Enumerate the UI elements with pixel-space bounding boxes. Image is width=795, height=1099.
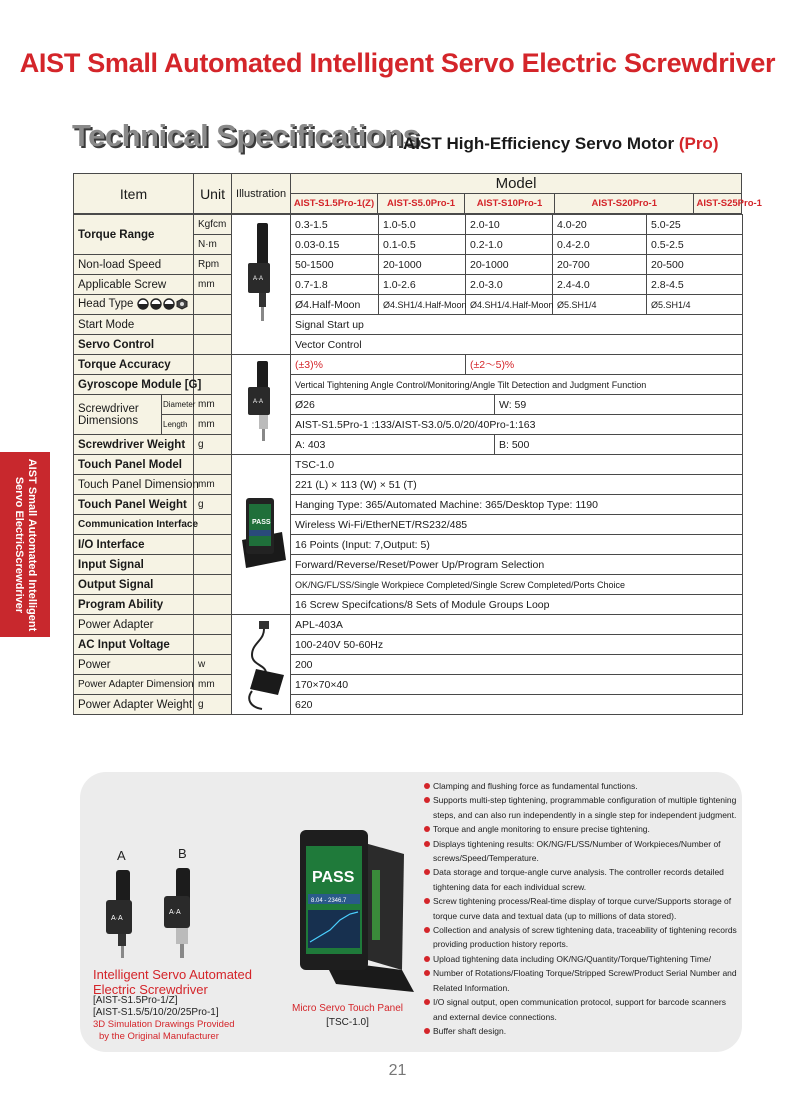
touch-panel-model: [TSC-1.0] (326, 1017, 369, 1028)
cell: 0.5-2.5 (647, 235, 743, 255)
sub-heading (403, 134, 718, 154)
feature-item: Data storage and torque-angle curve analysis. The controller records detailed tightening data for each individual screw. (423, 865, 738, 894)
row-label-torque-range: Torque Range (74, 215, 194, 255)
cell: 16 Points (Input: 7,Output: 5) (291, 535, 743, 555)
sub-label-diameter: Diameter (162, 395, 194, 415)
cell: Vector Control (291, 335, 743, 355)
unit-empty (194, 335, 232, 355)
row-label-head-type (74, 295, 194, 315)
cell: 0.03-0.15 (291, 235, 379, 255)
illustration-screwdriver-a (232, 215, 291, 355)
unit-empty (194, 515, 232, 535)
cell: A: 403 (291, 435, 495, 455)
cell: Forward/Reverse/Reset/Power Up/Program Selection (291, 555, 743, 575)
touch-panel-illustration (232, 480, 291, 590)
row-label-touch-panel-weight: Touch Panel Weight (74, 495, 194, 515)
cell: 20-500 (647, 255, 743, 275)
screwdriver-b-illustration (232, 357, 291, 453)
pass-text: PASS (312, 869, 355, 886)
model-header: AIST-S5.0Pro-1 (378, 194, 465, 214)
cell: (±2～5)% (466, 355, 743, 375)
feature-list (423, 779, 738, 1038)
unit-empty (194, 295, 232, 315)
unit-empty (194, 635, 232, 655)
row-label-output-signal: Output Signal (74, 575, 194, 595)
screwdriver-note-line: 3D Simulation Drawings Provided (93, 1019, 235, 1030)
illustration-power-adapter (232, 615, 291, 715)
label-a: A (117, 848, 126, 863)
unit: g (194, 495, 232, 515)
unit: mm (194, 415, 232, 435)
row-label-io: I/O Interface (74, 535, 194, 555)
feature-item: Buffer shaft design. (423, 1024, 738, 1038)
cell: 20-1000 (379, 255, 466, 275)
cell: 221 (L) × 113 (W) × 51 (T) (291, 475, 743, 495)
cell: TSC-1.0 (291, 455, 743, 475)
cell: 0.3-1.5 (291, 215, 379, 235)
svg-text:A·A: A·A (169, 909, 181, 916)
svg-text:A·A: A·A (253, 398, 264, 405)
row-label-dimensions: Screwdriver Dimensions (74, 395, 162, 435)
cell: Ø4.Half-Moon (291, 295, 379, 315)
model-header: AIST-S1.5Pro-1(Z) (291, 194, 378, 214)
cell: Vertical Tightening Angle Control/Monitoring/Angle Tilt Detection and Judgment Function (291, 375, 743, 395)
model-header: AIST-S20Pro-1 (555, 194, 694, 214)
screwdriver-product-illustration (98, 866, 218, 962)
screwdriver-title: Intelligent Servo Automated Electric Screwdriver (93, 967, 252, 997)
cell: 100-240V 50-60Hz (291, 635, 743, 655)
row-label-communication: Communication Interface (74, 515, 194, 535)
cell: Ø5.SH1/4 (647, 295, 743, 315)
screwdriver-note (93, 1019, 235, 1042)
head-type-icons (137, 298, 195, 310)
cell: Signal Start up (291, 315, 743, 335)
cell: 1.0-5.0 (379, 215, 466, 235)
screwdriver-models (93, 995, 219, 1018)
cell: Ø4.SH1/4.Half-Moon (466, 295, 553, 315)
cell: OK/NG/FL/SS/Single Workpiece Completed/Single Screw Completed/Ports Choice (291, 575, 743, 595)
svg-text:PASS: PASS (252, 518, 271, 526)
cell: AIST-S1.5Pro-1 :133/AIST-S3.0/5.0/20/40Pro-1:163 (291, 415, 743, 435)
cell: 4.0-20 (553, 215, 647, 235)
unit-empty (194, 355, 232, 375)
side-tab-line1: AIST Small Automated Intelligent (26, 458, 38, 631)
cell: 1.0-2.6 (379, 275, 466, 295)
cell: 20-700 (553, 255, 647, 275)
cell: B: 500 (495, 435, 743, 455)
header-model: Model (291, 174, 742, 194)
model-header: AIST-S25Pro-1 (694, 194, 742, 214)
feature-item: I/O signal output, open communication protocol, support for barcode scanners and external device connections. (423, 995, 738, 1024)
head-type-label: Head Type (78, 298, 134, 311)
row-label-start-mode: Start Mode (74, 315, 194, 335)
unit: g (194, 435, 232, 455)
cell: Ø5.SH1/4 (553, 295, 647, 315)
feature-item: Clamping and flushing force as fundamental functions. (423, 779, 738, 793)
unit: w (194, 655, 232, 675)
cell: 0.2-1.0 (466, 235, 553, 255)
feature-item: Supports multi-step tightening, programmable configuration of multiple tightening steps, and can also run independently in a single step for independent judgment. (423, 793, 738, 822)
cell: 200 (291, 655, 743, 675)
feature-item: Torque and angle monitoring to ensure precise tightening. (423, 822, 738, 836)
label-b: B (178, 846, 187, 861)
row-label-power: Power (74, 655, 194, 675)
sub-heading-text: AIST High-Efficiency Servo Motor (403, 134, 679, 153)
unit: mm (194, 675, 232, 695)
cell: Wireless Wi-Fi/EtherNET/RS232/485 (291, 515, 743, 535)
cell: 0.4-2.0 (553, 235, 647, 255)
row-label-touch-panel-dimension: Touch Panel Dimension (74, 475, 194, 495)
unit-empty (194, 555, 232, 575)
row-label-gyroscope: Gyroscope Module [G] (74, 375, 194, 395)
feature-item: Collection and analysis of screw tightening data, traceability of tightening records providing production history reports. (423, 923, 738, 952)
spec-table-body (73, 214, 743, 715)
row-label-nonload-speed: Non-load Speed (74, 255, 194, 275)
unit-empty (194, 595, 232, 615)
unit-empty (194, 455, 232, 475)
row-label-weight: Screwdriver Weight (74, 435, 194, 455)
side-tab-line2: Servo ElectricScrewdriver (13, 476, 25, 613)
row-label-power-adapter: Power Adapter (74, 615, 194, 635)
cell: 2.0-3.0 (466, 275, 553, 295)
row-label-program-ability: Program Ability (74, 595, 194, 615)
unit: mm (194, 475, 232, 495)
side-tab (0, 452, 50, 637)
row-label-servo-control: Servo Control (74, 335, 194, 355)
touch-panel-product-illustration (284, 820, 420, 998)
unit-empty (194, 315, 232, 335)
cell: 2.4-4.0 (553, 275, 647, 295)
row-label-adapter-weight: Power Adapter Weight (74, 695, 194, 715)
sub-heading-pro: (Pro) (678, 134, 719, 153)
svg-text:A·A: A·A (111, 915, 123, 922)
feature-item: Number of Rotations/Floating Torque/Stripped Screw/Product Serial Number and Related Information. (423, 966, 738, 995)
cell: Ø4.SH1/4.Half-Moon (379, 295, 466, 315)
screwdriver-model-line: [AIST-S1.5Pro-1/Z] (93, 995, 178, 1006)
row-label-torque-accuracy: Torque Accuracy (74, 355, 194, 375)
header-illustration: Illustration (232, 174, 291, 214)
cell: 2.0-10 (466, 215, 553, 235)
feature-item: Displays tightening results: OK/NG/FL/SS/Number of Workpieces/Number of screws/Speed/Temperature. (423, 837, 738, 866)
cell: (±3)% (291, 355, 466, 375)
cell: APL-403A (291, 615, 743, 635)
row-label-input-signal: Input Signal (74, 555, 194, 575)
cell: 16 Screw Specifcations/8 Sets of Module Groups Loop (291, 595, 743, 615)
cell: 620 (291, 695, 743, 715)
model-header: AIST-S10Pro-1 (465, 194, 555, 214)
cell: 50-1500 (291, 255, 379, 275)
illustration-screwdriver-b (232, 355, 291, 455)
row-label-applicable-screw: Applicable Screw (74, 275, 194, 295)
header-unit: Unit (194, 174, 232, 214)
cell: Hanging Type: 365/Automated Machine: 365/Desktop Type: 1190 (291, 495, 743, 515)
unit-empty (194, 575, 232, 595)
unit-empty (194, 615, 232, 635)
page-title: AIST Small Automated Intelligent Servo Electric Screwdriver (19, 48, 776, 78)
pass-value: 8.04 - 2346.7 (311, 898, 347, 904)
feature-item: Screw tightening process/Real-time display of torque curve/Supports storage of torque curve data and textual data (up to millions of data stored). (423, 894, 738, 923)
touch-panel-caption: Micro Servo Touch Panel (292, 1003, 403, 1014)
screwdriver-a-illustration (232, 217, 291, 353)
page-number: 21 (388, 1062, 407, 1079)
illustration-touch-panel (232, 455, 291, 615)
sub-label-length: Length (162, 415, 194, 435)
cell: 5.0-25 (647, 215, 743, 235)
header-item: Item (74, 174, 194, 214)
cell: 0.1-0.5 (379, 235, 466, 255)
unit: Rpm (194, 255, 232, 275)
cell: Ø26 (291, 395, 495, 415)
spec-table (73, 173, 762, 214)
unit: mm (194, 275, 232, 295)
cell: 170×70×40 (291, 675, 743, 695)
feature-item: Upload tightening data including OK/NG/Quantity/Torque/Tightening Time/ (423, 952, 738, 966)
spec-heading: Technical Specifications (72, 118, 420, 153)
cell: 20-1000 (466, 255, 553, 275)
row-label-adapter-dimension: Power Adapter Dimension (74, 675, 194, 695)
screwdriver-model-line: [AIST-S1.5/5/10/20/25Pro-1] (93, 1006, 219, 1018)
unit-nm: N·m (194, 235, 232, 255)
unit-kgfcm: Kgfcm (194, 215, 232, 235)
row-label-ac-input: AC Input Voltage (74, 635, 194, 655)
cell: 0.7-1.8 (291, 275, 379, 295)
row-label-touch-panel-model: Touch Panel Model (74, 455, 194, 475)
unit-empty (194, 535, 232, 555)
power-adapter-illustration (232, 617, 291, 713)
screwdriver-note-line: by the Original Manufacturer (99, 1030, 219, 1042)
unit: mm (194, 395, 232, 415)
svg-text:A·A: A·A (253, 275, 264, 282)
cell: W: 59 (495, 395, 743, 415)
cell: 2.8-4.5 (647, 275, 743, 295)
unit: g (194, 695, 232, 715)
